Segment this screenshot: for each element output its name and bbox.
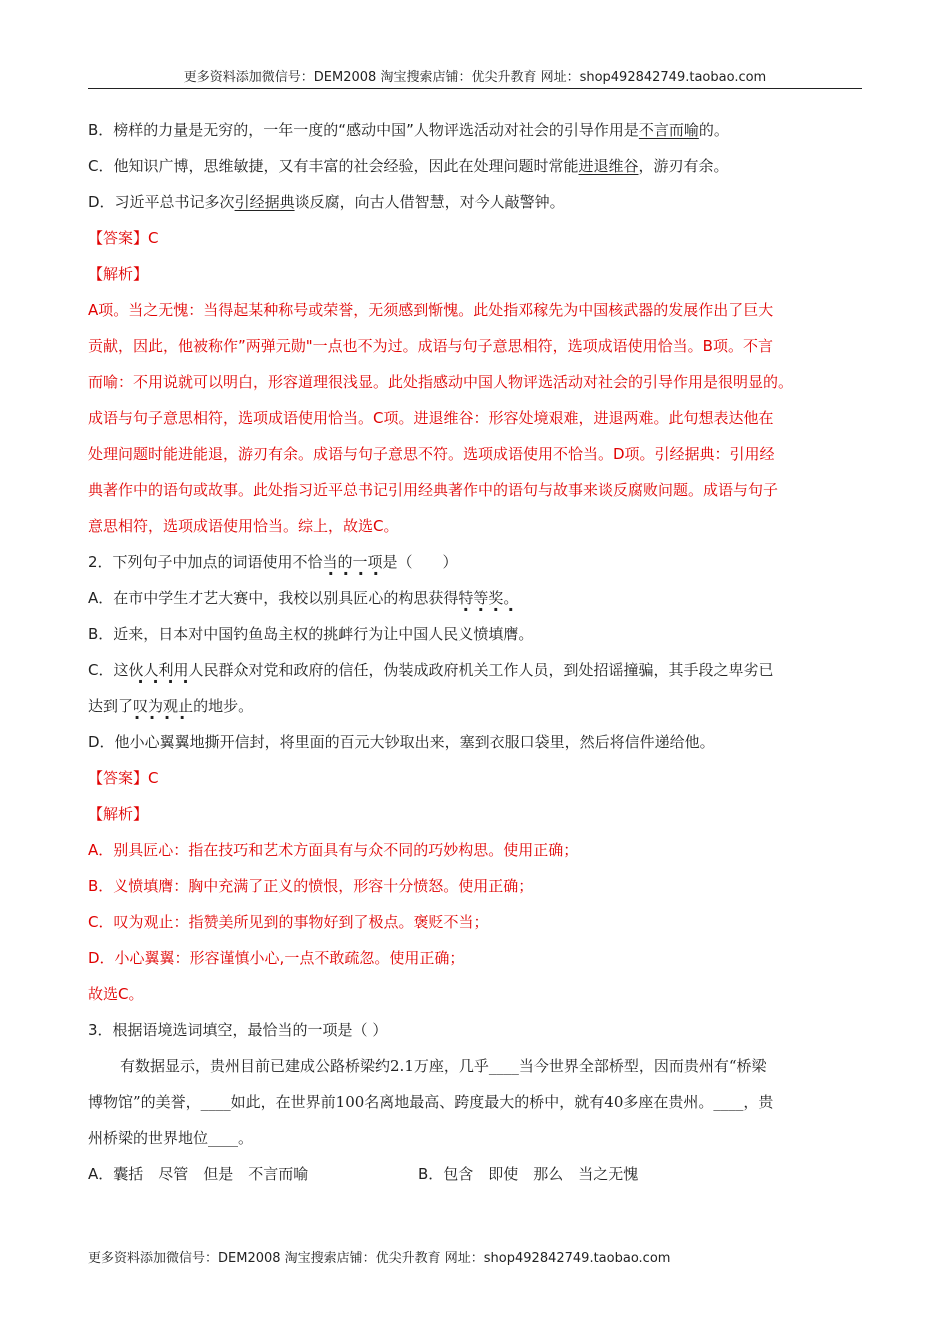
q3-options-row xyxy=(88,1156,868,1192)
page-footer: 更多资料添加微信号：DEM2008 淘宝搜索店铺：优尖升教育 网址：shop492842749.taobao.com xyxy=(88,1251,671,1266)
q1-option-d: D．习近平总书记多次引经据典谈反腐，向古人借智慧，对今人敲警钟。 xyxy=(88,193,565,211)
underlined-idiom: 不言而喻 xyxy=(638,121,699,139)
dotted-idiom: 小心翼翼 xyxy=(129,733,190,751)
underlined-idiom: 进退维谷 xyxy=(578,157,639,175)
q3-passage-line: 州桥梁的世界地位____。 xyxy=(88,1129,254,1147)
q1-analysis-line: 典著作中的语句或故事。此处指习近平总书记引用经典著作中的语句与故事来谈反腐败问题。成语与句子 xyxy=(88,481,779,499)
q1-analysis-line: A项。当之无愧：当得起某种称号或荣誉，无须感到惭愧。此处指邓稼先为中国核武器的发展作出了巨大 xyxy=(88,301,774,319)
q2-analysis-line: B．义愤填膺：胸中充满了正义的愤恨，形容十分愤怒。使用正确； xyxy=(88,877,534,895)
q2-option-d: D．他小心翼翼地撕开信封，将里面的百元大钞取出来，塞到衣服口袋里，然后将信件递给他。 xyxy=(88,733,715,751)
q3-passage-line: 博物馆”的美誉，____如此，在世界前100名离地最高、跨度最大的桥中，就有40多座在贵州。____，贵 xyxy=(88,1093,774,1111)
q2-option-a: A．在市中学生才艺大赛中，我校以别具匠心的构思获得特等奖。 xyxy=(88,589,519,607)
page-header: 更多资料添加微信号：DEM2008 淘宝搜索店铺：优尖升教育 网址：shop492842749.taobao.com xyxy=(88,66,862,89)
dotted-idiom: 叹为观止 xyxy=(133,697,194,715)
q2-stem: 2．下列句子中加点的词语使用不恰当的一项是（ ） xyxy=(88,553,458,571)
q2-answer: 【答案】C xyxy=(88,769,159,787)
dotted-idiom: 义愤填膺 xyxy=(458,625,519,643)
q2-analysis-label: 【解析】 xyxy=(88,805,149,823)
document-body xyxy=(88,112,868,1192)
dotted-idiom: 别具匠心 xyxy=(323,589,384,607)
q1-analysis-line: 贡献，因此，他被称作”两弹元勋"一点也不为过。成语与句子意思相符，选项成语使用恰当。B项。不言 xyxy=(88,337,773,355)
q2-analysis-line: D．小心翼翼：形容谨慎小心,一点不敢疏忽。使用正确； xyxy=(88,949,465,967)
q3-passage-line: 有数据显示，贵州目前已建成公路桥梁约2.1万座，几乎____当今世界全部桥型，因而贵州有“桥梁 xyxy=(120,1057,767,1075)
q3-option-a: A．囊括 尽管 但是 不言而喻 xyxy=(88,1165,309,1183)
q1-option-b: B．榜样的力量是无穷的，一年一度的“感动中国”人物评选活动对社会的引导作用是不言而喻的。 xyxy=(88,121,729,139)
q2-option-b: B．近来，日本对中国钓鱼岛主权的挑衅行为让中国人民义愤填膺。 xyxy=(88,625,534,643)
q1-analysis-line: 处理问题时能进能退，游刃有余。成语与句子意思不符。选项成语使用不恰当。D项。引经据典：引用经 xyxy=(88,445,775,463)
q1-analysis-line: 成语与句子意思相符，选项成语使用恰当。C项。进退维谷：形容处境艰难，进退两难。此句想表达他在 xyxy=(88,409,774,427)
q1-analysis-label: 【解析】 xyxy=(88,265,149,283)
q1-analysis-line: 意思相符，选项成语使用恰当。综上，故选C。 xyxy=(88,517,399,535)
q2-option-c-line1: C．这伙人利用人民群众对党和政府的信任，伪装成政府机关工作人员，到处招谣撞骗，其手段之卑劣已 xyxy=(88,661,774,679)
q2-option-c-line2: 达到了叹为观止的地步。 xyxy=(88,697,254,715)
q3-stem: 3．根据语境选词填空，最恰当的一项是（ ） xyxy=(88,1021,388,1039)
q2-analysis-line: 故选C。 xyxy=(88,985,144,1003)
q1-analysis-line: 而喻：不用说就可以明白，形容道理很浅显。此处指感动中国人物评选活动对社会的引导作用是很明显的。 xyxy=(88,373,794,391)
q1-option-c: C．他知识广博，思维敏捷，又有丰富的社会经验，因此在处理问题时常能进退维谷，游刃有余。 xyxy=(88,157,729,175)
q1-answer: 【答案】C xyxy=(88,229,159,247)
q2-analysis-line: A．别具匠心：指在技巧和艺术方面具有与众不同的巧妙构思。使用正确； xyxy=(88,841,579,859)
underlined-idiom: 引经据典 xyxy=(234,193,295,211)
q2-analysis-line: C．叹为观止：指赞美所见到的事物好到了极点。褒贬不当； xyxy=(88,913,489,931)
q3-option-b: B．包含 即使 那么 当之无愧 xyxy=(418,1165,639,1183)
